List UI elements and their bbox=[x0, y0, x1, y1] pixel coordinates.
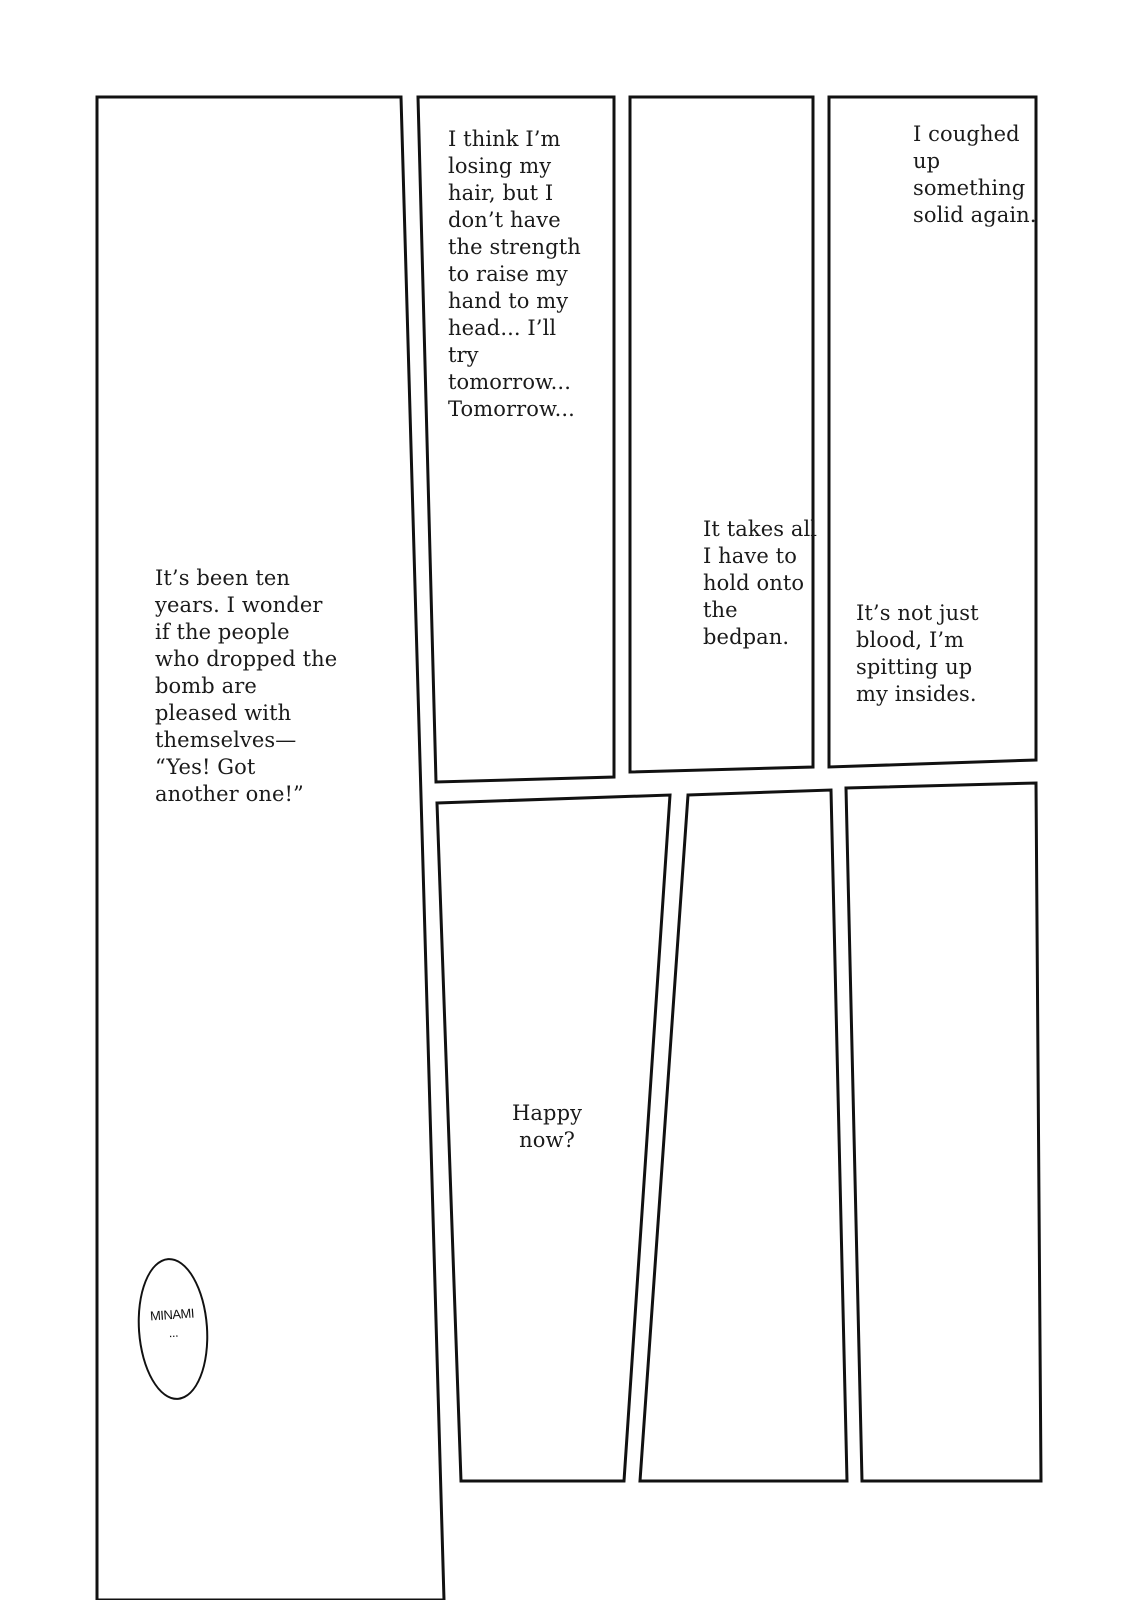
caption-hair: I think I’m losing my hair, but I don’t have the strength to raise my hand to my head... I’ll try tomorrow... Tomorrow... bbox=[448, 127, 581, 421]
panel-blank-right bbox=[846, 783, 1041, 1481]
caption-happy: Happy now? bbox=[512, 1101, 583, 1152]
caption-insides: It’s not just blood, I’m spitting up my insides. bbox=[856, 601, 979, 706]
speech-bubble-text: MINAMI ... bbox=[149, 1305, 195, 1341]
caption-ten-years: It’s been ten years. I wonder if the people who dropped the bomb are pleased with themselves— “Yes! Got another one!” bbox=[155, 566, 338, 806]
panel-bedpan bbox=[630, 97, 813, 772]
panel-blank-middle bbox=[640, 790, 847, 1481]
caption-coughed: I coughed up something solid again. bbox=[913, 122, 1037, 227]
caption-bedpan: It takes all I have to hold onto the bedpan. bbox=[703, 517, 818, 649]
